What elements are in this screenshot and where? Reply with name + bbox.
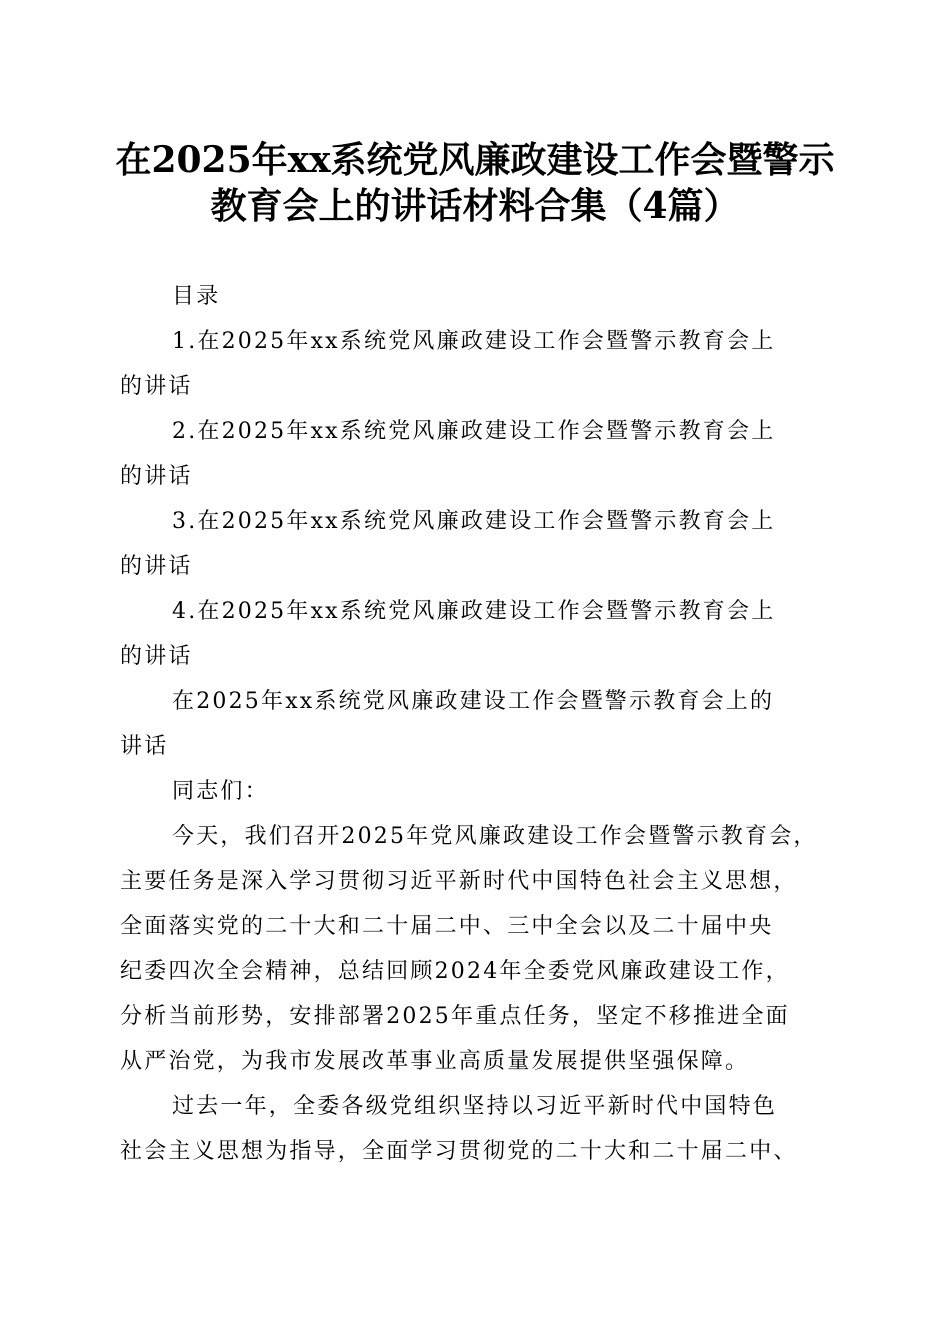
- toc-item-4-line-2: 的讲话: [120, 644, 193, 669]
- para1-line-2: 主要任务是深入学习贯彻习近平新时代中国特色社会主义思想，: [120, 869, 798, 894]
- para2-line-2: 社会主义思想为指导，全面学习贯彻党的二十大和二十届二中、: [120, 1139, 798, 1164]
- para2-line-1: 过去一年，全委各级党组织坚持以习近平新时代中国特色: [172, 1094, 778, 1119]
- toc-item-1-line-1: 1.在2025年xx系统党风廉政建设工作会暨警示教育会上: [172, 329, 776, 354]
- toc-heading: 目录: [172, 284, 221, 309]
- para1-line-5: 分析当前形势，安排部署2025年重点任务，坚定不移推进全面: [120, 1004, 790, 1029]
- toc-item-2-line-2: 的讲话: [120, 464, 193, 489]
- toc-item-2-line-1: 2.在2025年xx系统党风廉政建设工作会暨警示教育会上: [172, 419, 776, 444]
- toc-item-3-line-1: 3.在2025年xx系统党风廉政建设工作会暨警示教育会上: [172, 509, 776, 534]
- para1-line-4: 纪委四次全会精神，总结回顾2024年全委党风廉政建设工作，: [120, 959, 790, 984]
- para1-line-3: 全面落实党的二十大和二十届二中、三中全会以及二十届中央: [120, 914, 774, 939]
- toc-item-1-line-2: 的讲话: [120, 374, 193, 399]
- para1-line-6: 从严治党，为我市发展改革事业高质量发展提供坚强保障。: [120, 1049, 750, 1074]
- salutation: 同志们：: [172, 779, 269, 804]
- toc-item-3-line-2: 的讲话: [120, 554, 193, 579]
- section-title-line-1: 在2025年xx系统党风廉政建设工作会暨警示教育会上的: [172, 689, 775, 714]
- para1-line-1: 今天，我们召开2025年党风廉政建设工作会暨警示教育会，: [172, 824, 818, 849]
- section-title-line-2: 讲话: [120, 734, 169, 759]
- document-title-line-2: 教育会上的讲话材料合集（4篇）: [210, 185, 740, 227]
- toc-item-4-line-1: 4.在2025年xx系统党风廉政建设工作会暨警示教育会上: [172, 599, 776, 624]
- document-title-line-1: 在2025年xx系统党风廉政建设工作会暨警示: [115, 139, 835, 181]
